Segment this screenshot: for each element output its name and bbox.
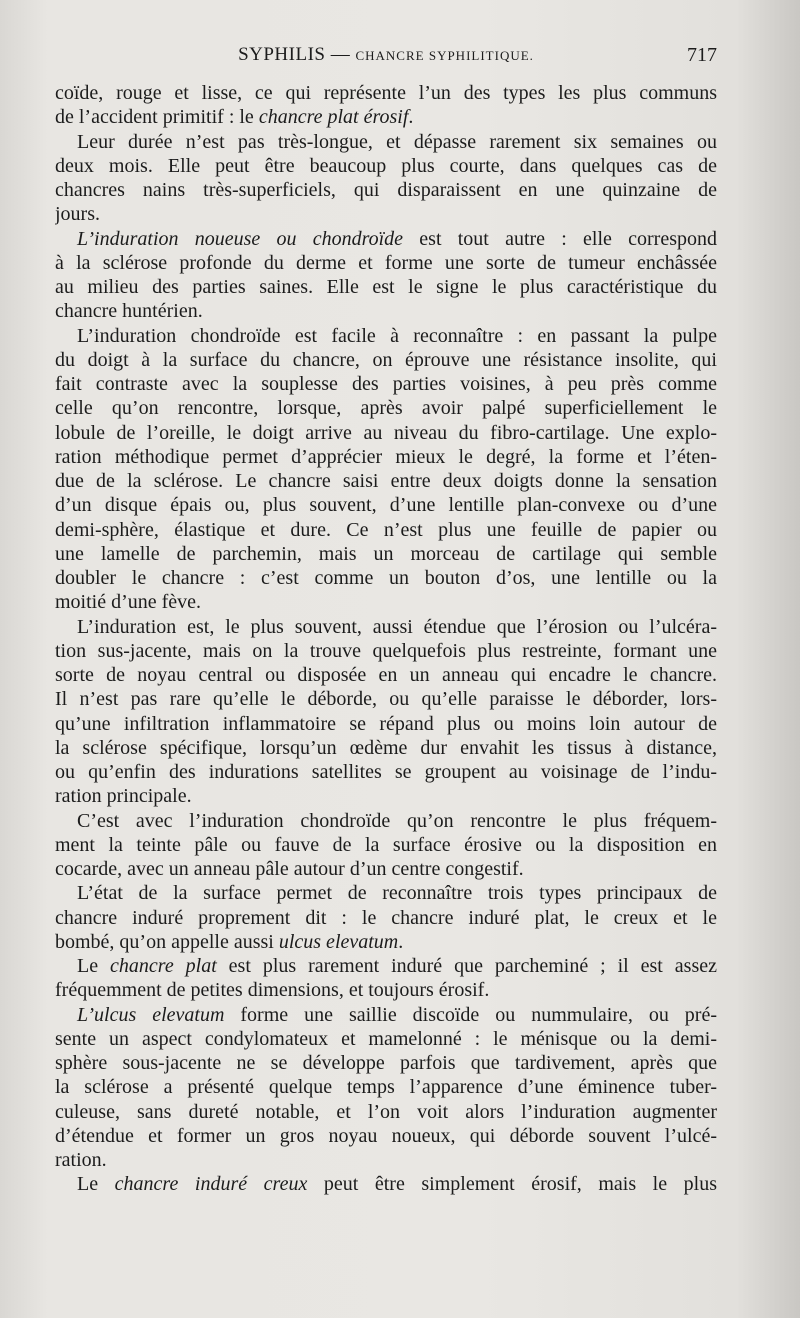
text-line bbox=[55, 105, 717, 129]
text-segment: jours. bbox=[55, 203, 100, 226]
text-line bbox=[55, 493, 717, 517]
text-segment: peut être simplement érosif, mais le plus bbox=[307, 1173, 717, 1196]
text-line bbox=[55, 809, 717, 833]
text-segment: fréquemment de petites dimensions, et toujours érosif. bbox=[55, 979, 490, 1002]
text-line bbox=[55, 978, 717, 1002]
text-segment: Il n’est pas rare qu’elle le déborde, ou qu’elle paraisse le déborder, lors- bbox=[55, 688, 717, 711]
page-header bbox=[55, 44, 717, 74]
text-line bbox=[55, 1051, 717, 1075]
text-line bbox=[55, 348, 717, 372]
italic-text: L’ bbox=[77, 227, 95, 250]
text-line bbox=[55, 566, 717, 590]
text-segment: chancre induré proprement dit : le chancre induré plat, le creux et le bbox=[55, 906, 717, 929]
text-segment: . bbox=[398, 930, 404, 953]
text-segment: la sclérose a présenté quelque temps l’apparence d’une éminence tuber- bbox=[55, 1076, 717, 1099]
italic-text: ulcus elevatum bbox=[94, 1003, 225, 1026]
text-line bbox=[55, 784, 717, 808]
text-line bbox=[55, 81, 717, 105]
text-line bbox=[55, 833, 717, 857]
body-text bbox=[55, 81, 717, 1197]
text-line bbox=[55, 615, 717, 639]
text-segment: du doigt à la surface du chancre, on éprouve une résistance insolite, qui bbox=[55, 348, 717, 371]
text-line bbox=[55, 518, 717, 542]
running-head bbox=[55, 44, 717, 66]
text-segment: au milieu des parties saines. Elle est le signe le plus caractéristique du bbox=[55, 276, 717, 298]
text-line bbox=[55, 881, 717, 905]
text-line bbox=[55, 736, 717, 760]
text-segment: sphère sous-jacente ne se développe parfois que tardivement, après que bbox=[55, 1052, 717, 1074]
text-line bbox=[55, 251, 717, 275]
text-segment: une lamelle de parchemin, mais un morceau de cartilage qui semble bbox=[55, 542, 717, 565]
text-line bbox=[55, 299, 717, 323]
text-segment: demi-sphère, élastique et dure. Ce n’est plus une feuille de papier ou bbox=[55, 518, 717, 541]
italic-text: ulcus elevatum bbox=[278, 930, 399, 953]
text-segment: C’est avec l’induration chondroïde qu’on rencontre le plus fréquem- bbox=[77, 809, 717, 832]
text-segment: sorte de noyau central ou disposée en un anneau qui encadre le chancre. bbox=[55, 664, 717, 686]
text-segment: deux mois. Elle peut être beaucoup plus courte, dans quelques cas de bbox=[55, 154, 717, 177]
text-segment: d’un disque épais ou, plus souvent, d’une lentille plan-convexe ou d’une bbox=[55, 494, 717, 517]
text-line bbox=[55, 712, 717, 736]
text-segment: cocarde, avec un anneau pâle autour d’un centre congestif. bbox=[55, 858, 524, 880]
text-line bbox=[55, 372, 717, 396]
text-segment: culeuse, sans dureté notable, et l’on voit alors l’induration augmenter bbox=[55, 1100, 717, 1123]
text-line bbox=[55, 954, 717, 978]
text-segment: est plus rarement induré que parcheminé ; il est assez bbox=[216, 955, 717, 977]
text-segment: Le bbox=[77, 1173, 115, 1196]
text-line bbox=[55, 906, 717, 930]
text-segment: ration. bbox=[55, 1149, 107, 1171]
text-segment: bombé, qu’on appelle aussi bbox=[55, 930, 279, 953]
text-line bbox=[55, 857, 717, 881]
text-segment: ration méthodique permet d’apprécier mieux le degré, la forme et l’éten- bbox=[55, 445, 717, 468]
text-segment: d’étendue et former un gros noyau noueux, qui déborde souvent l’ulcé- bbox=[55, 1124, 717, 1147]
page-number: 717 bbox=[687, 44, 717, 66]
text-line bbox=[55, 275, 717, 299]
text-segment: moitié d’une fève. bbox=[55, 591, 202, 614]
text-segment: L’induration chondroïde est facile à reconnaître : en passant la pulpe bbox=[77, 324, 717, 347]
italic-text: L’ bbox=[77, 1003, 95, 1026]
text-segment: est tout autre : elle correspond bbox=[403, 227, 717, 250]
text-line bbox=[55, 1172, 717, 1196]
text-segment: L’induration est, le plus souvent, aussi étendue que l’érosion ou l’ulcéra- bbox=[77, 615, 717, 638]
text-segment: ration principale. bbox=[55, 785, 192, 808]
text-segment: ou qu’enfin des indurations satellites se groupent au voisinage de l’indu- bbox=[55, 761, 717, 783]
running-subtitle: CHANCRE SYPHILITIQUE. bbox=[355, 48, 534, 63]
text-line bbox=[55, 1100, 717, 1124]
text-segment: de l’accident primitif : le bbox=[55, 106, 259, 129]
text-segment: sente un aspect condylomateux et mamelonné : le ménisque ou la demi- bbox=[55, 1027, 717, 1050]
text-line bbox=[55, 469, 717, 493]
text-line bbox=[55, 1003, 717, 1027]
text-line bbox=[55, 202, 717, 226]
text-segment: due de la sclérose. Le chancre saisi entre deux doigts donne la sensation bbox=[55, 470, 717, 492]
italic-text: chancre plat bbox=[110, 955, 217, 977]
text-line bbox=[55, 324, 717, 348]
text-segment: L’état de la surface permet de reconnaître trois types principaux de bbox=[77, 882, 717, 905]
text-segment: ment la teinte pâle ou fauve de la surface érosive ou la disposition en bbox=[55, 833, 717, 856]
text-segment: coïde, rouge et lisse, ce qui représente l’un des types les plus communs bbox=[55, 82, 717, 104]
text-line bbox=[55, 760, 717, 784]
text-line bbox=[55, 1027, 717, 1051]
running-head-separator: — bbox=[330, 44, 351, 65]
text-segment: . bbox=[408, 106, 414, 129]
text-line bbox=[55, 130, 717, 154]
text-segment: qu’une infiltration inflammatoire se répand plus ou moins loin autour de bbox=[55, 712, 717, 735]
text-segment: lobule de l’oreille, le doigt arrive au niveau du fibro-cartilage. Une explo- bbox=[55, 421, 717, 444]
text-line bbox=[55, 178, 717, 202]
text-line bbox=[55, 542, 717, 566]
text-segment: chancres nains très-superficiels, qui disparaissent en une quinzaine de bbox=[55, 179, 717, 201]
text-segment: forme une saillie discoïde ou nummulaire, ou pré- bbox=[224, 1003, 717, 1026]
text-segment: chancre huntérien. bbox=[55, 300, 203, 323]
italic-text: induration noueuse ou chondroïde bbox=[94, 227, 404, 250]
running-title: SYPHILIS bbox=[238, 44, 326, 65]
text-line bbox=[55, 590, 717, 614]
text-segment: fait contraste avec la souplesse des parties voisines, à peu près comme bbox=[55, 373, 717, 395]
text-line bbox=[55, 663, 717, 687]
text-segment: celle qu’on rencontre, lorsque, après avoir palpé superficiellement le bbox=[55, 397, 717, 420]
text-segment: à la sclérose profonde du derme et forme une sorte de tumeur enchâssée bbox=[55, 251, 717, 274]
text-segment: tion sus-jacente, mais on la trouve quelquefois plus restreinte, formant une bbox=[55, 639, 717, 662]
text-line bbox=[55, 227, 717, 251]
text-line bbox=[55, 930, 717, 954]
text-line bbox=[55, 154, 717, 178]
text-segment: Le bbox=[77, 955, 111, 977]
text-line bbox=[55, 639, 717, 663]
text-line bbox=[55, 1148, 717, 1172]
text-line bbox=[55, 421, 717, 445]
text-line bbox=[55, 1075, 717, 1099]
text-line bbox=[55, 1124, 717, 1148]
text-segment: Leur durée n’est pas très-longue, et dépasse rarement six semaines ou bbox=[77, 130, 717, 153]
text-line bbox=[55, 445, 717, 469]
text-segment: la sclérose spécifique, lorsqu’un œdème dur envahit les tissus à distance, bbox=[55, 736, 717, 759]
text-line bbox=[55, 396, 717, 420]
italic-text: chancre induré creux bbox=[114, 1173, 308, 1196]
text-segment: doubler le chancre : c’est comme un bouton d’os, une lentille ou la bbox=[55, 567, 717, 589]
italic-text: chancre plat érosif bbox=[258, 106, 409, 129]
text-line bbox=[55, 687, 717, 711]
